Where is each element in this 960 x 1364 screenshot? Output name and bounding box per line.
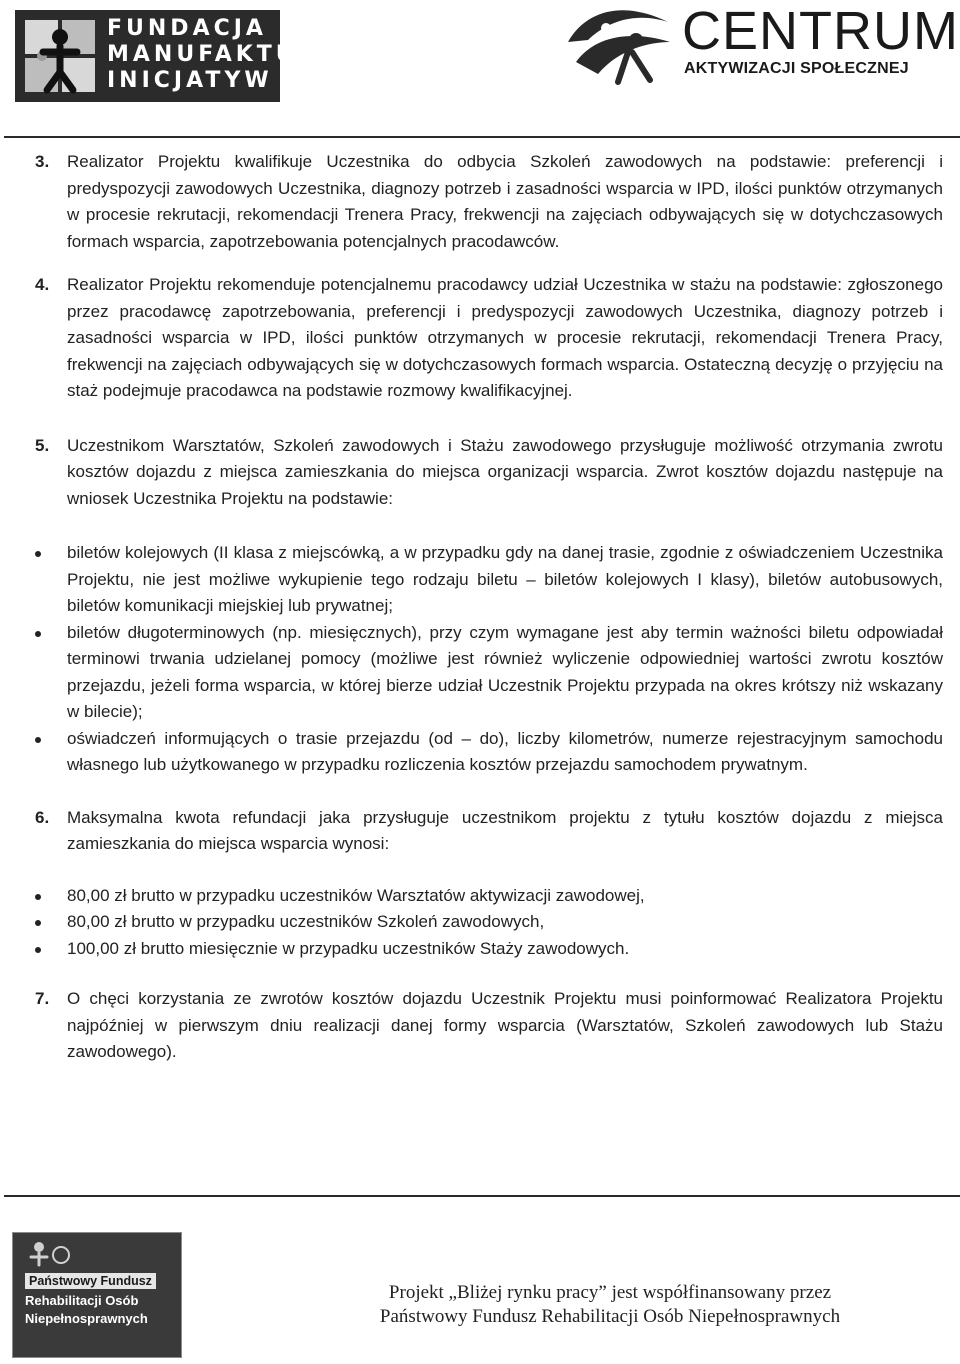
bullet-item — [35, 540, 943, 620]
bullet-text: 80,00 zł brutto w przypadku uczestników Szkoleń zawodowych, — [67, 912, 545, 931]
bullet-item — [35, 726, 943, 779]
footer-line: Projekt „Bliżej rynku pracy” jest współfinansowany przez — [388, 1282, 832, 1303]
document-body — [35, 149, 943, 1066]
item-number: 7. — [35, 989, 50, 1008]
bullet-item — [35, 936, 943, 963]
item-text: Maksymalna kwota refundacji jaka przysługuje uczestnikom projektu z tytułu kosztów dojazdu z miejsca zamieszkania do miejsca wsparcia wynosi: — [67, 807, 943, 853]
pfron-logo-line: Państwowy Fundusz — [25, 1273, 156, 1289]
list-item-3 — [35, 149, 943, 255]
refund-basis-list — [35, 540, 943, 779]
list-item-4 — [35, 272, 943, 405]
item-number: 4. — [35, 275, 50, 294]
pfron-logo — [12, 1232, 182, 1358]
page-header — [0, 0, 960, 135]
footer-line: Państwowy Fundusz Rehabilitacji Osób Niepełnosprawnych — [379, 1306, 841, 1327]
bullet-text: 100,00 zł brutto miesięcznie w przypadku uczestników Staży zawodowych. — [67, 938, 630, 958]
cas-logo-subtitle: AKTYWIZACJI SPOŁECZNEJ — [684, 60, 909, 77]
bullet-dot-icon — [35, 894, 41, 900]
item-number: 5. — [35, 435, 50, 455]
bullet-item — [35, 620, 943, 726]
fmi-logo-line: FUNDACJA — [107, 16, 267, 41]
item-number: 6. — [35, 807, 50, 827]
pfron-logo-line: Rehabilitacji Osób — [25, 1293, 139, 1308]
footer-divider — [4, 1195, 960, 1197]
bullet-dot-icon — [35, 631, 41, 637]
item-text: O chęci korzystania ze zwrotów kosztów dojazdu Uczestnik Projektu musi poinformować Realizatora Projektu najpóźniej w pierwszym dniu realizacji danej formy wsparcia (Warsztatów, Szkoleń zawodowych lub Stażu zawodowego). — [67, 989, 943, 1061]
bullet-dot-icon — [35, 947, 41, 953]
cas-logo-title: CENTRUM — [682, 1, 959, 61]
fmi-logo-line: MANUFAKTURA — [107, 42, 340, 67]
list-item-5 — [35, 433, 943, 513]
bullet-text: oświadczeń informujących o trasie przejazdu (od – do), liczby kilometrów, numerze rejestracyjnym samochodu własnego lub użytkowanego w przypadku rozliczenia kosztów przejazdu samochodem prywatnym. — [67, 728, 943, 774]
list-item-7 — [35, 986, 943, 1066]
list-item-6 — [35, 805, 943, 858]
bullet-text: 80,00 zł brutto w przypadku uczestników Warsztatów aktywizacji zawodowej, — [67, 885, 645, 905]
pfron-figure-icon — [13, 1233, 181, 1273]
fmi-logo-line: INICJATYW — [107, 68, 273, 93]
puzzle-person-icon — [21, 16, 99, 96]
item-number: 3. — [35, 152, 50, 171]
item-text: Realizator Projektu kwalifikuje Uczestnika do odbycia Szkoleń zawodowych na podstawie: preferencji i predyspozycji zawodowych Uczestnika, diagnozy potrzeb i zasadności wsparcia w IPD, ilości punktów otrzymanych w procesie rekrutacji, rekomendacji Trenera Pracy, frekwencji na zajęciach odbywających się w dotychczasowych formach wsparcia, zapotrzebowania potencjalnych pracodawców. — [67, 152, 943, 251]
bullet-item — [35, 909, 943, 936]
pfron-logo-line: Niepełnosprawnych — [25, 1311, 148, 1326]
item-text: Realizator Projektu rekomenduje potencjalnemu pracodawcy udział Uczestnika w stażu na podstawie: zgłoszonego przez pracodawcę zapotrzebowania, preferencji i predyspozycji zawodowych Uczestnika, diagnozy potrzeb i zasadności wsparcia w IPD, ilości punktów otrzymanych w procesie rekrutacji, rekomendacji Trenera Pracy, frekwencji na zajęciach odbywających się w dotychczasowych formach wsparcia. Ostateczną decyzję o przyjęciu na staż podejmuje pracodawca na podstawie rozmowy kwalifikacyjnej. — [67, 275, 943, 400]
fmi-logo-text — [107, 16, 340, 94]
bullet-dot-icon — [35, 737, 41, 743]
bullet-text: biletów długoterminowych (np. miesięcznych), przy czym wymagane jest aby termin ważności biletu odpowiadał terminowi trwania udzielanej pomocy (możliwe jest również wyliczenie odpowiedniej wartości zwrotu kosztów przejazdu, jeżeli forma wsparcia, w której bierze udział Uczestnik Projektu przypada na okres krótszy niż wskazany w bilecie); — [67, 622, 943, 721]
centrum-aktywizacji-logo — [558, 0, 959, 92]
header-divider — [4, 136, 960, 138]
dancing-figures-icon — [558, 2, 678, 86]
item-text: Uczestnikom Warsztatów, Szkoleń zawodowych i Stażu zawodowego przysługuje możliwość otrzymania zwrotu kosztów dojazdu z miejsca zamieszkania do miejsca organizacji wsparcia. Zwrot kosztów dojazdu następuje na wniosek Uczestnika Projektu na podstawie: — [67, 435, 943, 508]
bullet-item — [35, 883, 943, 910]
bullet-dot-icon — [35, 920, 41, 926]
bullet-text: biletów kolejowych (II klasa z miejscówką, a w przypadku gdy na danej trasie, zgodnie z oświadczeniem Uczestnika Projektu, nie jest możliwe wykupienie tego rodzaju biletu – biletów kolejowych I klasy), biletów autobusowych, biletów komunikacji miejskiej lub prywatnej; — [67, 543, 943, 615]
fundacja-manufaktura-inicjatyw-logo — [15, 10, 340, 102]
bullet-dot-icon — [35, 551, 41, 557]
max-amount-list — [35, 883, 943, 963]
footer-funding-note — [300, 1281, 920, 1329]
